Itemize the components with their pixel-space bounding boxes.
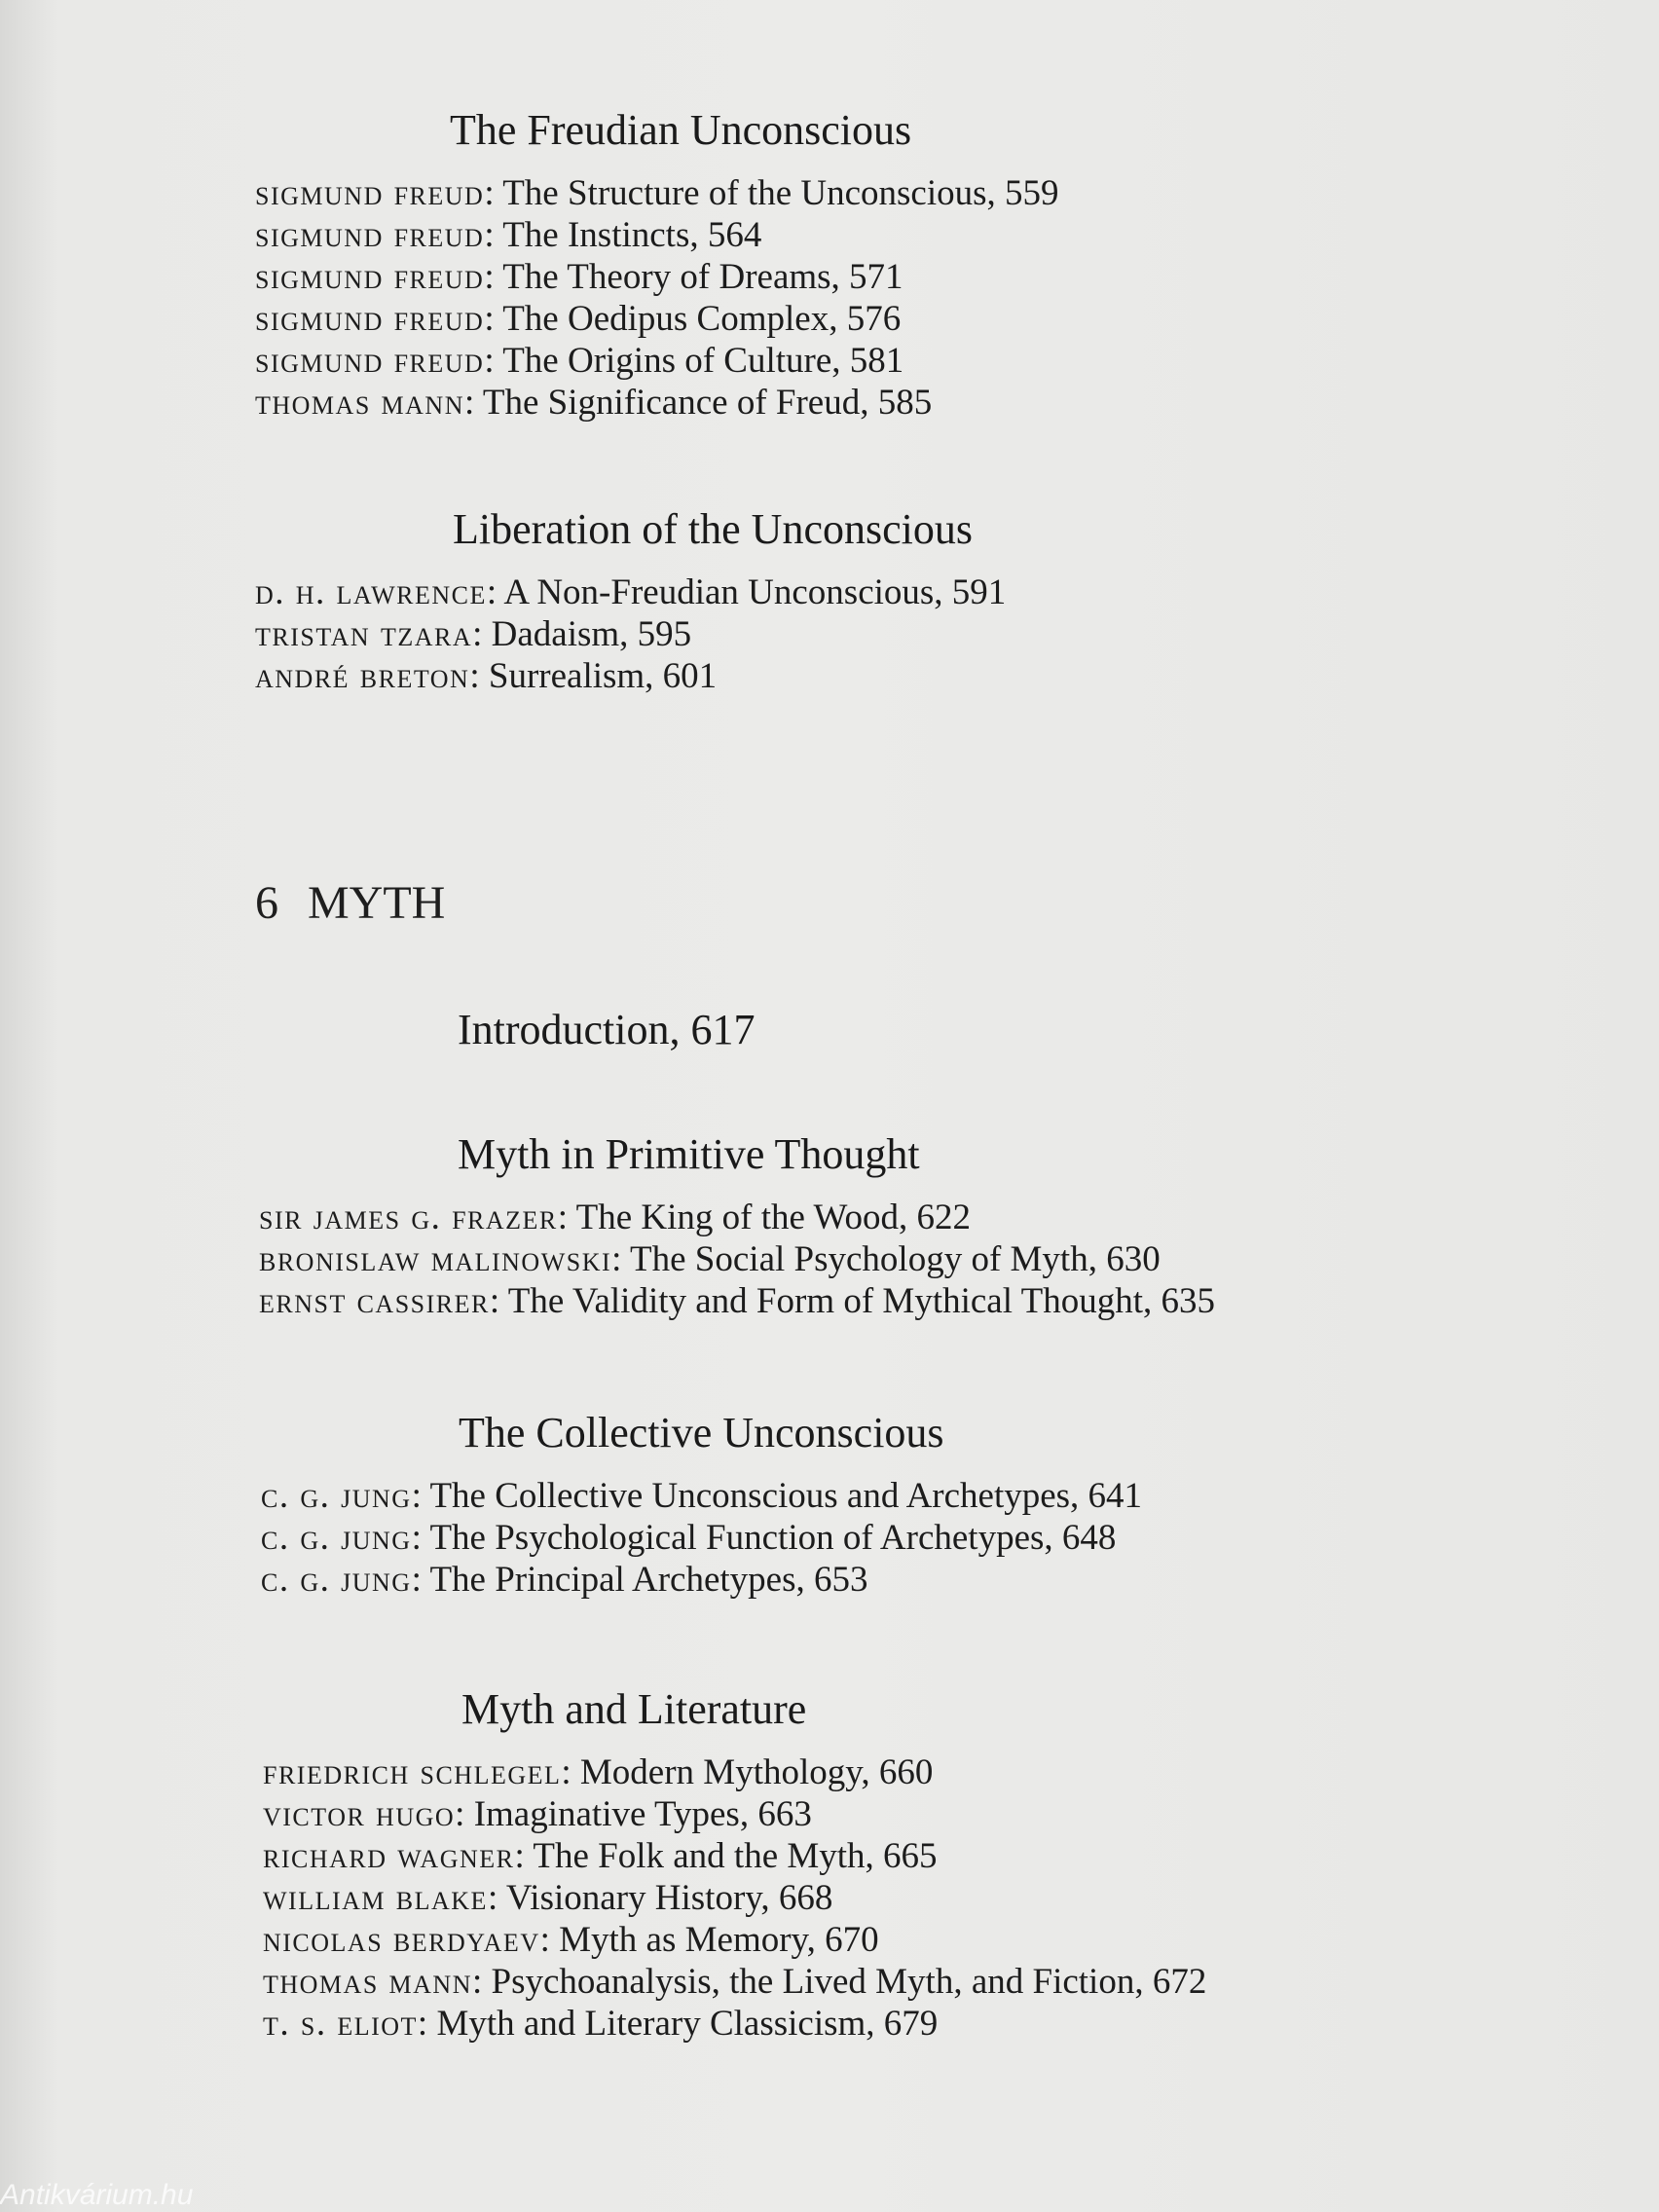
entry-title: Imaginative Types, 663 — [473, 1794, 812, 1834]
section-title: Myth in Primitive Thought — [458, 1130, 920, 1178]
entry-author: bronislaw malinowski — [259, 1239, 612, 1279]
entry-separator: : — [514, 1836, 534, 1876]
bleed-through-line — [1129, 109, 1140, 159]
entry-author: victor hugo — [263, 1794, 456, 1834]
section-entries — [263, 1751, 1206, 2045]
entry-title: The King of the Wood, 622 — [575, 1198, 971, 1237]
toc-entry — [255, 655, 1006, 697]
section-title: The Collective Unconscious — [459, 1409, 944, 1456]
toc-entry — [261, 1559, 1142, 1601]
toc-entry — [263, 2003, 1206, 2045]
entry-title: The Origins of Culture, 581 — [502, 341, 904, 381]
section-freudian-unconscious — [255, 105, 1059, 424]
entry-separator: : — [484, 173, 503, 213]
entry-title: Psychoanalysis, the Lived Myth, and Fiction, 672 — [491, 1962, 1207, 2002]
toc-entry — [255, 613, 1006, 655]
entry-title: A Non-Freudian Unconscious, 591 — [503, 572, 1007, 612]
toc-entry — [255, 172, 1059, 214]
entry-title: The Validity and Form of Mythical Thought, 635 — [507, 1281, 1215, 1321]
entry-separator: : — [455, 1794, 474, 1834]
toc-entry — [259, 1197, 1215, 1238]
toc-entry — [255, 382, 1059, 424]
toc-entry — [263, 1835, 1206, 1877]
entry-author: sir james g. frazer — [259, 1198, 558, 1237]
entry-author: tristan tzara — [255, 614, 473, 654]
entry-author: sigmund freud — [255, 173, 485, 213]
section-myth-literature — [263, 1684, 1206, 2045]
part-number: 6 — [255, 877, 278, 929]
entry-title: Surrealism, 601 — [488, 656, 718, 696]
entry-separator: : — [484, 257, 503, 297]
entry-author: andré breton — [255, 656, 470, 696]
section-entries — [259, 1197, 1215, 1322]
entry-author: sigmund freud — [255, 215, 485, 255]
entry-separator: : — [484, 299, 503, 339]
toc-entry — [263, 1751, 1206, 1793]
entry-title: Myth as Memory, 670 — [559, 1920, 879, 1960]
entry-author: c. g. jung — [261, 1518, 412, 1558]
entry-title: The Structure of the Unconscious, 559 — [502, 173, 1059, 213]
entry-separator: : — [464, 383, 483, 423]
toc-entry — [263, 1919, 1206, 1961]
section-title: Introduction, 617 — [458, 1006, 756, 1053]
entry-author: c. g. jung — [261, 1476, 412, 1516]
entry-title: The Oedipus Complex, 576 — [502, 299, 902, 339]
entry-separator: : — [472, 614, 492, 654]
entry-separator: : — [486, 572, 504, 612]
entry-title: The Collective Unconscious and Archetypes, 641 — [429, 1476, 1143, 1516]
entry-author: thomas mann — [255, 383, 464, 423]
entry-author: sigmund freud — [255, 257, 485, 297]
entry-title: Myth and Literary Classicism, 679 — [436, 2004, 939, 2044]
toc-entry — [261, 1475, 1142, 1517]
entry-author: thomas mann — [263, 1962, 472, 2002]
entry-author: t. s. eliot — [263, 2004, 418, 2044]
entry-separator: : — [489, 1281, 508, 1321]
entry-title: The Significance of Freud, 585 — [482, 383, 933, 423]
entry-separator: : — [539, 1920, 560, 1960]
entry-title: The Instincts, 564 — [502, 215, 762, 255]
entry-author: c. g. jung — [261, 1560, 412, 1600]
entry-author: ernst cassirer — [259, 1281, 490, 1321]
toc-entry — [259, 1280, 1215, 1322]
watermark-text: Antikvárium.hu — [0, 2179, 194, 2211]
section-title: The Freudian Unconscious — [450, 106, 912, 154]
toc-entry — [255, 340, 1059, 382]
section-introduction — [458, 1005, 756, 1054]
entry-title: The Social Psychology of Myth, 630 — [630, 1239, 1161, 1279]
section-liberation-unconscious — [255, 504, 1006, 697]
entry-title: The Principal Archetypes, 653 — [429, 1560, 868, 1600]
entry-title: The Theory of Dreams, 571 — [502, 257, 903, 297]
entry-separator: : — [411, 1518, 430, 1558]
toc-entry — [255, 256, 1059, 298]
entry-author: d. h. lawrence — [255, 572, 487, 612]
entry-separator: : — [411, 1560, 430, 1600]
section-entries — [255, 571, 1006, 697]
part-heading — [255, 876, 445, 930]
entry-author: nicolas berdyaev — [263, 1920, 540, 1960]
entry-title: The Folk and the Myth, 665 — [533, 1836, 938, 1876]
toc-entry — [263, 1961, 1206, 2003]
entry-title: Visionary History, 668 — [505, 1878, 833, 1918]
entry-separator: : — [557, 1198, 576, 1237]
entry-separator: : — [611, 1239, 631, 1279]
entry-author: friedrich schlegel — [263, 1752, 562, 1792]
part-title: MYTH — [308, 877, 446, 929]
section-entries — [255, 172, 1059, 424]
toc-entry — [263, 1793, 1206, 1835]
entry-title: The Psychological Function of Archetypes, 648 — [429, 1518, 1117, 1558]
toc-entry — [261, 1517, 1142, 1559]
entry-separator: : — [417, 2004, 437, 2044]
section-entries — [261, 1475, 1142, 1601]
section-collective-unconscious — [261, 1408, 1142, 1601]
toc-entry — [255, 298, 1059, 340]
entry-separator: : — [484, 341, 503, 381]
section-title: Myth and Literature — [461, 1685, 807, 1733]
entry-author: richard wagner — [263, 1836, 515, 1876]
toc-entry — [255, 571, 1006, 613]
section-myth-primitive-thought — [259, 1129, 1215, 1322]
toc-entry — [259, 1238, 1215, 1280]
entry-author: sigmund freud — [255, 341, 485, 381]
entry-author: william blake — [263, 1878, 488, 1918]
entry-title: Modern Mythology, 660 — [579, 1752, 934, 1792]
toc-entry — [255, 214, 1059, 256]
entry-separator: : — [561, 1752, 580, 1792]
entry-separator: : — [484, 215, 503, 255]
entry-author: sigmund freud — [255, 299, 485, 339]
entry-separator: : — [472, 1962, 492, 2002]
entry-separator: : — [487, 1878, 506, 1918]
entry-separator: : — [469, 656, 489, 696]
section-title: Liberation of the Unconscious — [453, 505, 973, 553]
entry-separator: : — [411, 1476, 430, 1516]
toc-entry — [263, 1877, 1206, 1919]
entry-title: Dadaism, 595 — [491, 614, 692, 654]
